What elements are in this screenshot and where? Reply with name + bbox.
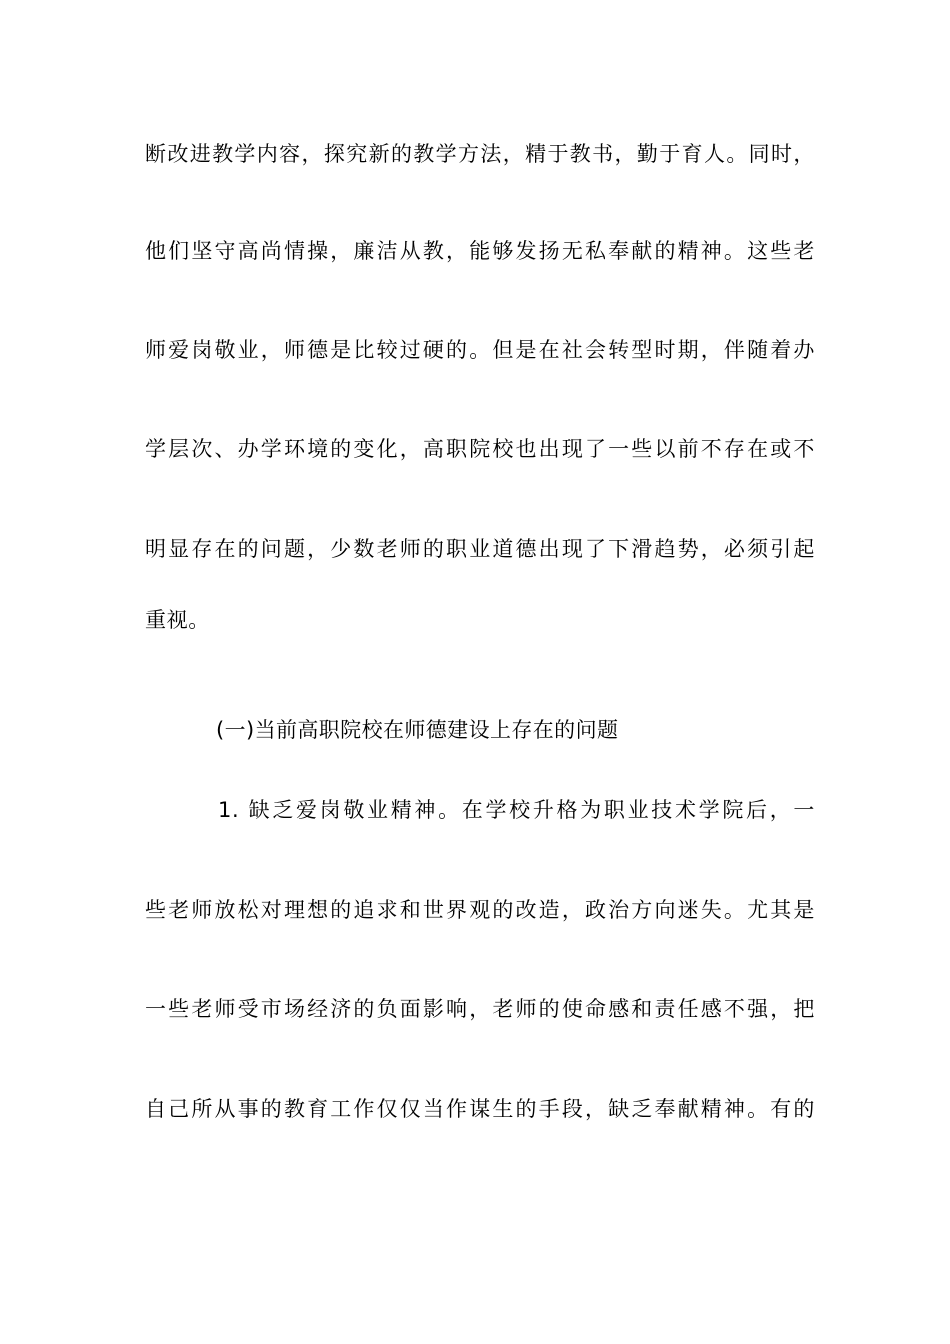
paragraph-line: 重视。 — [145, 608, 210, 632]
section-heading: (一)当前高职院校在师德建设上存在的问题 — [216, 718, 619, 742]
paragraph-line: 自己所从事的教育工作仅仅当作谋生的手段，缺乏奉献精神。有的 — [145, 1097, 815, 1121]
paragraph-line: 断改进教学内容，探究新的教学方法，精于教书，勤于育人。同时， — [145, 142, 815, 166]
paragraph-line: 明显存在的问题，少数老师的职业道德出现了下滑趋势，必须引起 — [145, 537, 815, 561]
paragraph-line: 师爱岗敬业，师德是比较过硬的。但是在社会转型时期，伴随着办 — [145, 338, 815, 362]
numbered-item-line: 1. 缺乏爱岗敬业精神。在学校升格为职业技术学院后，一 — [218, 798, 815, 822]
paragraph-line: 一些老师受市场经济的负面影响，老师的使命感和责任感不强，把 — [145, 997, 815, 1021]
paragraph-line: 他们坚守高尚情操，廉洁从教，能够发扬无私奉献的精神。这些老 — [145, 239, 815, 263]
paragraph-line: 些老师放松对理想的追求和世界观的改造，政治方向迷失。尤其是 — [145, 898, 815, 922]
paragraph-line: 学层次、办学环境的变化，高职院校也出现了一些以前不存在或不 — [145, 437, 815, 461]
